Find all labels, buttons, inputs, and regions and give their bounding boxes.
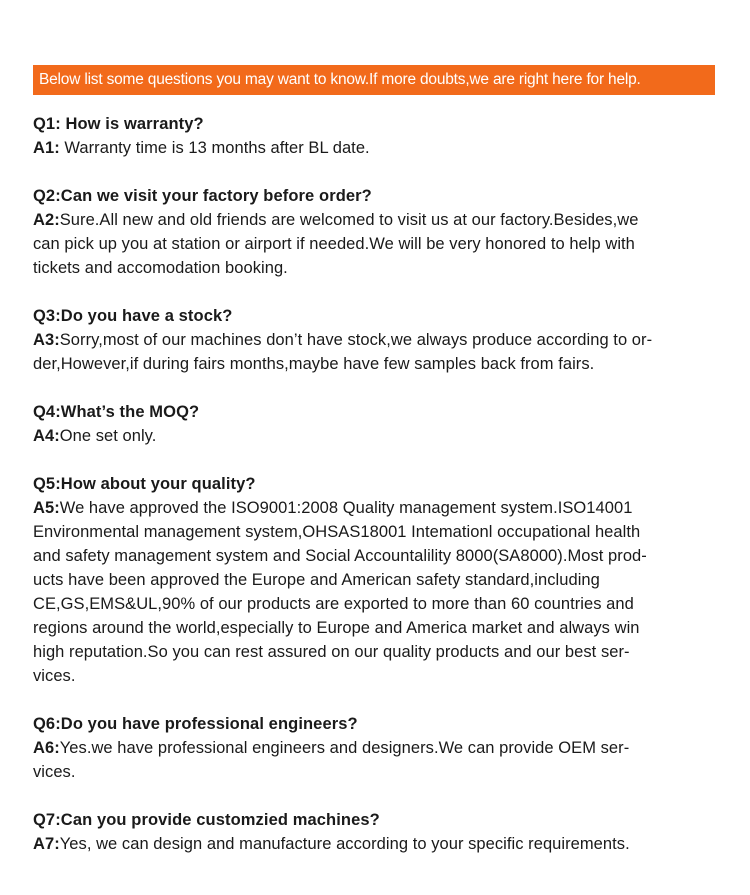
answer-line: Sorry,most of our machines don’t have stock,we always produce according to or-: [59, 331, 653, 349]
faq-item-3: [33, 304, 723, 376]
answer-line: der,However,if during fairs months,maybe have few samples back from fairs.: [33, 355, 595, 373]
answer-line: vices.: [33, 667, 76, 685]
faq-question: Q2:Can we visit your factory before order?: [33, 187, 372, 205]
faq-answer: [33, 736, 723, 784]
faq-item-6: [33, 712, 723, 784]
answer-line: We have approved the ISO9001:2008 Quality management system.ISO14001: [59, 499, 633, 517]
faq-answer: [33, 424, 723, 448]
answer-line: and safety management system and Social Accountalility 8000(SA8000).Most prod-: [33, 547, 647, 565]
answer-line: Yes.we have professional engineers and designers.We can provide OEM ser-: [59, 739, 630, 757]
faq-item-7: [33, 808, 723, 856]
answer-line: One set only.: [59, 427, 157, 445]
faq-item-2: [33, 184, 723, 280]
answer-line: ucts have been approved the Europe and American safety standard,including: [33, 571, 600, 589]
faq-item-5: [33, 472, 723, 688]
faq-item-1: [33, 112, 723, 160]
answer-label: A1:: [33, 139, 60, 157]
answer-label: A5:: [33, 499, 60, 517]
faq-answer: [33, 136, 723, 160]
faq-question: Q1: How is warranty?: [33, 115, 204, 133]
answer-label: A2:: [33, 211, 60, 229]
faq-intro-banner: Below list some questions you may want to know.If more doubts,we are right here for help.: [33, 65, 715, 95]
faq-question: Q6:Do you have professional engineers?: [33, 715, 358, 733]
faq-answer: [33, 832, 723, 856]
answer-line: vices.: [33, 763, 76, 781]
faq-answer: [33, 328, 723, 376]
answer-line: can pick up you at station or airport if needed.We will be very honored to help with: [33, 235, 635, 253]
answer-label: A6:: [33, 739, 60, 757]
faq-answer: [33, 496, 723, 688]
answer-label: A7:: [33, 835, 60, 853]
answer-label: A4:: [33, 427, 60, 445]
answer-line: Sure.All new and old friends are welcomed to visit us at our factory.Besides,we: [59, 211, 639, 229]
answer-line: Warranty time is 13 months after BL date.: [64, 139, 370, 157]
answer-line: CE,GS,EMS&UL,90% of our products are exported to more than 60 countries and: [33, 595, 634, 613]
faq-list: [33, 112, 723, 880]
faq-answer: [33, 208, 723, 280]
faq-question: Q4:What’s the MOQ?: [33, 403, 200, 421]
faq-question: Q5:How about your quality?: [33, 475, 256, 493]
answer-line: Environmental management system,OHSAS18001 Intemationl occupational health: [33, 523, 641, 541]
answer-line: tickets and accomodation booking.: [33, 259, 288, 277]
answer-label: A3:: [33, 331, 60, 349]
faq-question: Q3:Do you have a stock?: [33, 307, 233, 325]
answer-line: Yes, we can design and manufacture according to your specific requirements.: [59, 835, 630, 853]
answer-line: high reputation.So you can rest assured on our quality products and our best ser-: [33, 643, 630, 661]
faq-item-4: [33, 400, 723, 448]
faq-question: Q7:Can you provide customzied machines?: [33, 811, 380, 829]
answer-line: regions around the world,especially to Europe and America market and always win: [33, 619, 640, 637]
